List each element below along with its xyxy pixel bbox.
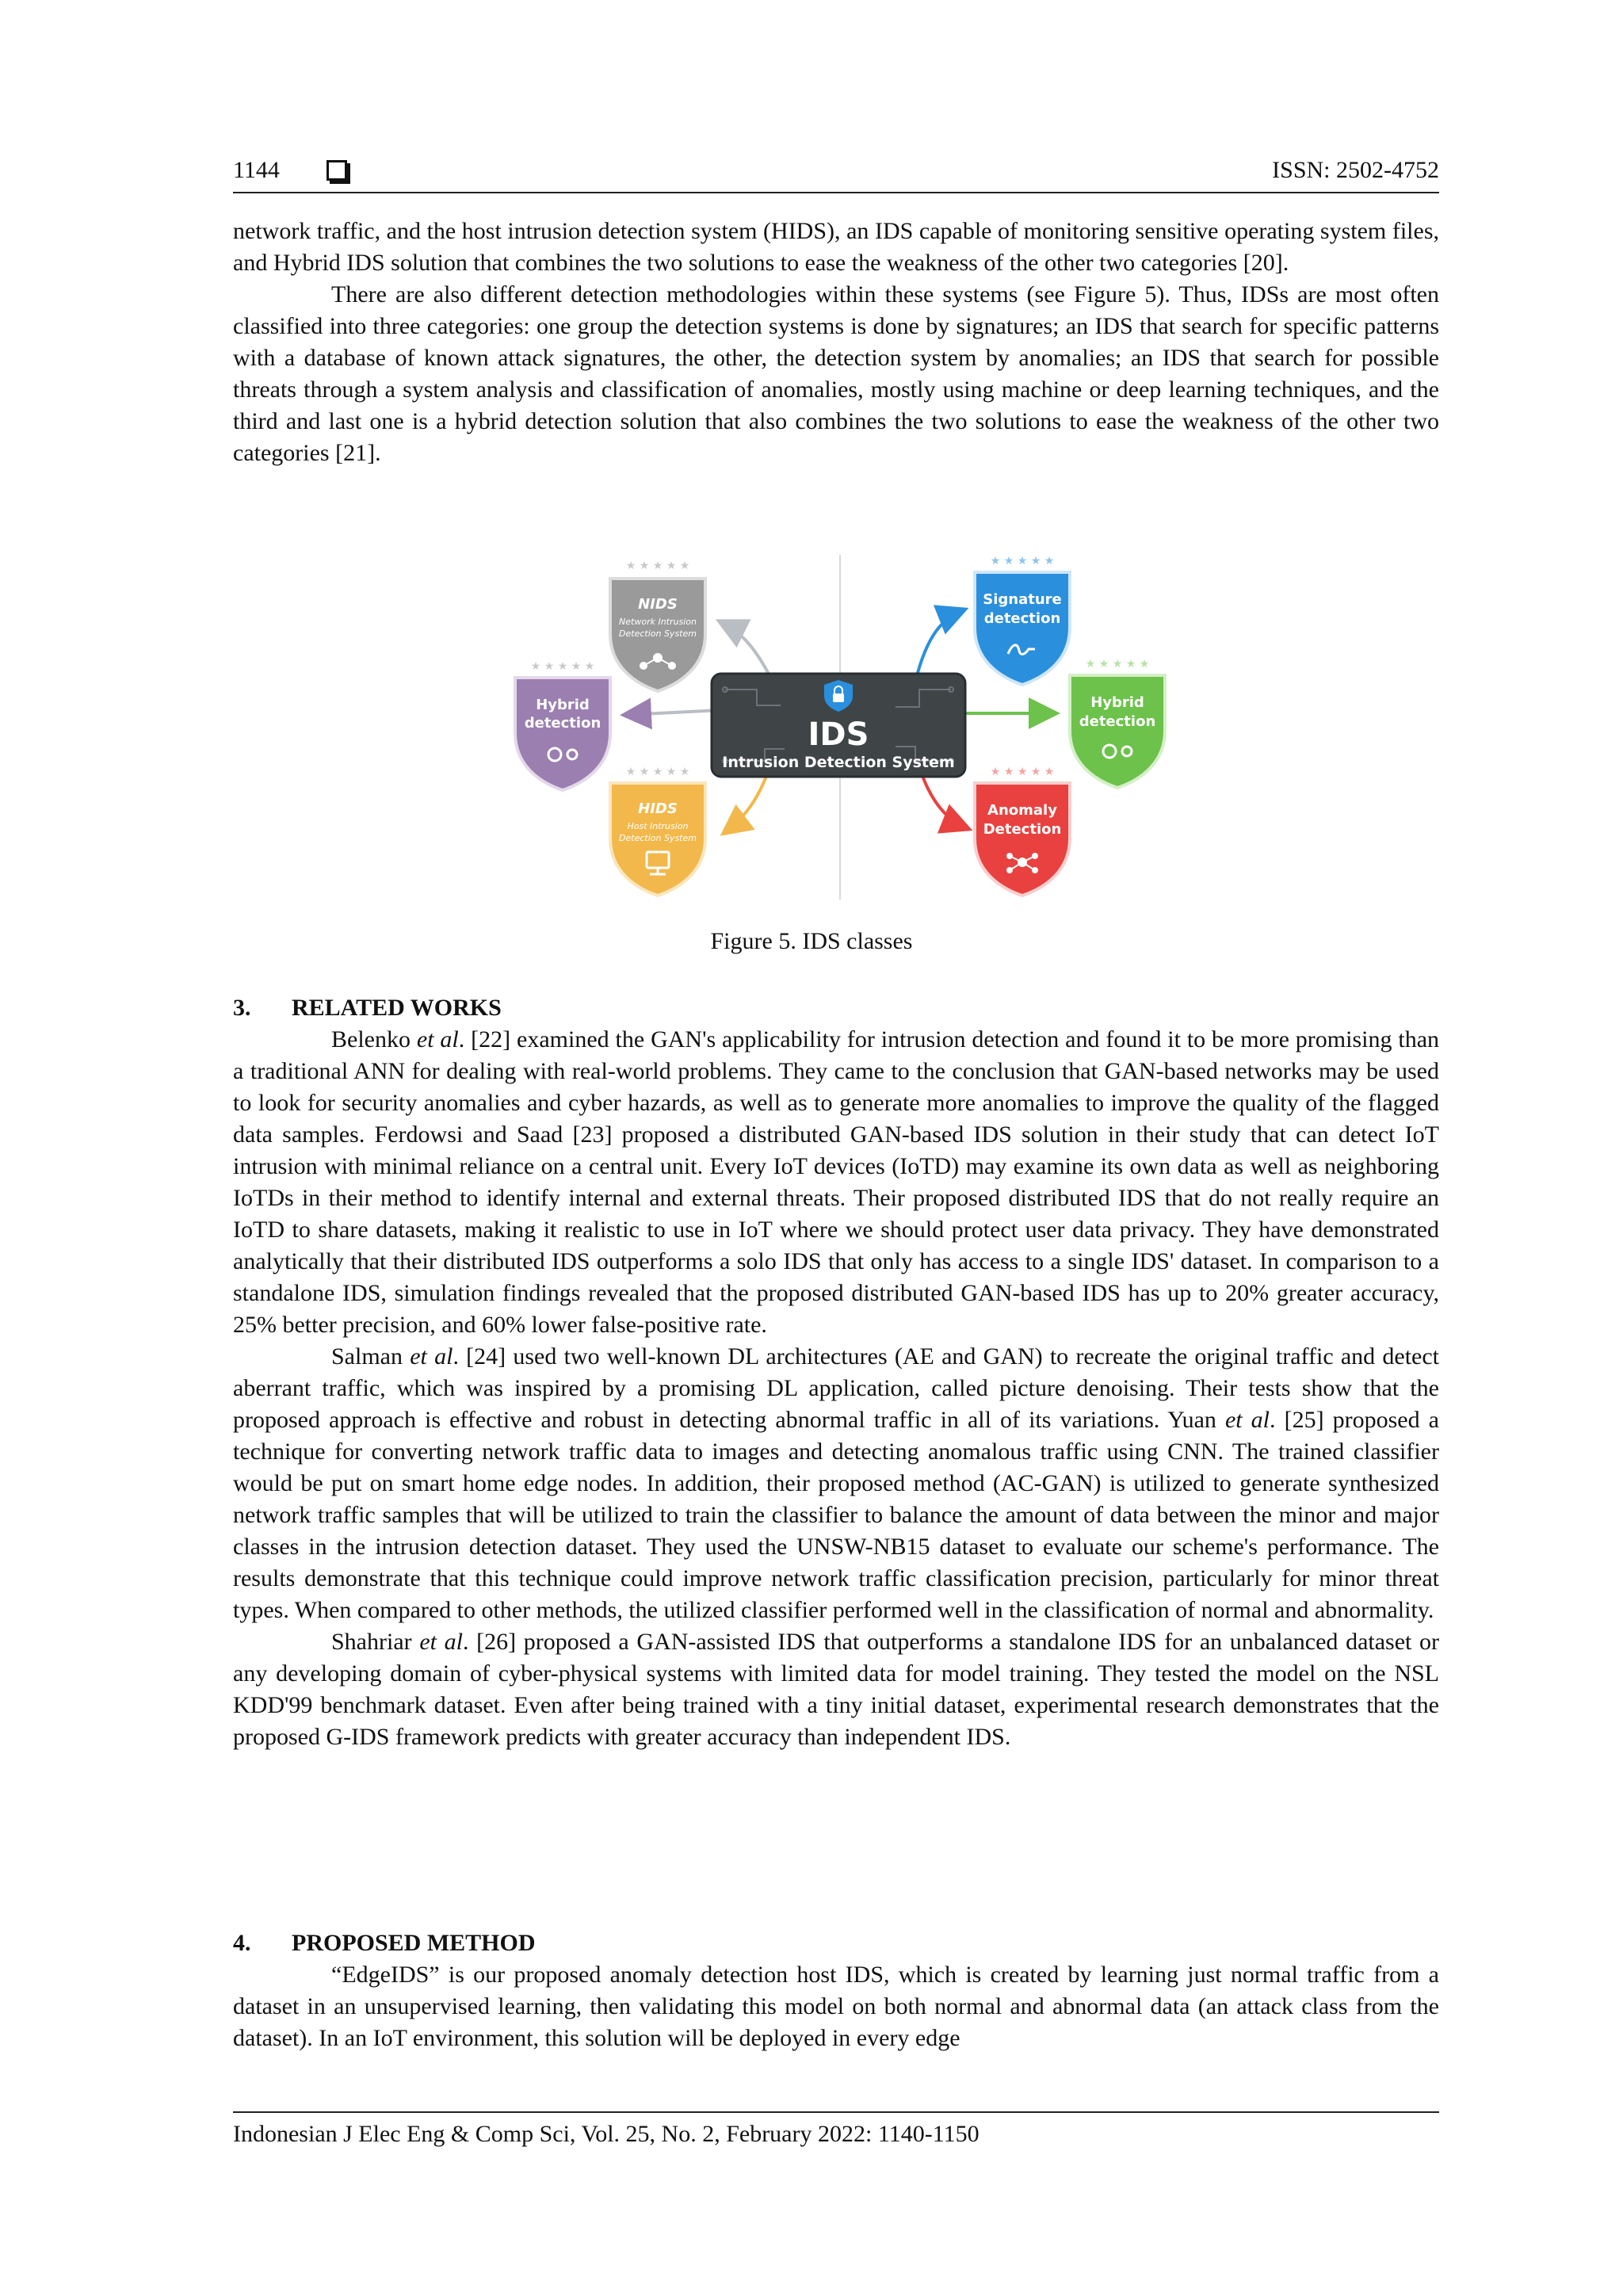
section-4-body	[233, 1959, 1439, 2054]
stars-decoration: ★ ★ ★ ★ ★	[625, 560, 690, 572]
hybrid-right-line-1: Hybrid	[1090, 694, 1144, 711]
anomaly-line-2: Detection	[983, 821, 1062, 838]
related-paragraph-3	[233, 1626, 1439, 1753]
hids-shield	[610, 766, 705, 896]
related-paragraph-3-text: . [26] proposed a GAN-assisted IDS that outperforms a standalone IDS for an unbalanced dataset or any developing domain of cyber-physical systems with limited data for model training. They tested the model on the NSL KDD'99 benchmark dataset. Even after being trained with a tiny initial dataset, experimental research demonstrates that the proposed G-IDS framework predicts with greater accuracy than independent IDS.	[233, 1629, 1440, 1750]
hybrid-right-line-2: detection	[1079, 713, 1156, 730]
signature-line-2: detection	[983, 610, 1061, 627]
section-3-body	[233, 1024, 1439, 1753]
stars-decoration: ★ ★ ★ ★ ★	[625, 766, 690, 778]
related-paragraph-2-text-b: . [25] proposed a technique for converting network traffic data to images and detecting anomalous traffic using CNN. The trained classifier would be put on smart home edge nodes. In addition, their proposed method (AC-GAN) is utilized to generate synthesized network traffic samples that will be utilized to train the classifier to balance the amount of data between the minor and major classes in the intrusion detection dataset. They used the UNSW-NB15 dataset to evaluate our scheme's performance. The results demonstrate that this technique could improve network traffic classification precision, particularly for minor threat types. When compared to other methods, the utilized classifier performed well in the classification of normal and abnormality.	[233, 1407, 1440, 1623]
nids-subtitle-2: Detection System	[619, 628, 697, 639]
related-paragraph-2-text-a: . [24] used two well-known DL architectures (AE and GAN) to recreate the original traffic and detect aberrant traffic, which was inspired by a promising DL application, called picture denoising. Their tests show that the proposed approach is effective and robust in detecting abnormal traffic in all of its variations. Yuan	[233, 1343, 1440, 1433]
et-al: et al	[416, 1026, 459, 1052]
ids-center-title: IDS	[808, 716, 869, 753]
author-salman: Salman	[331, 1343, 403, 1370]
section-3-number: 3.	[233, 995, 251, 1021]
proposed-paragraph-1: “EdgeIDS” is our proposed anomaly detection host IDS, which is created by learning just normal traffic from a dataset in an unsupervised learning, then validating this model on both normal and abnormal data (an attack class from the dataset). In an IoT environment, this solution will be deployed in every edge	[233, 1962, 1439, 2051]
stars-decoration: ★ ★ ★ ★ ★	[990, 766, 1055, 778]
stars-decoration: ★ ★ ★ ★ ★	[1085, 658, 1150, 670]
hids-subtitle-2: Detection System	[619, 833, 697, 843]
anomaly-shield	[975, 766, 1070, 896]
hybrid-left-shield	[515, 660, 610, 790]
stars-decoration: ★ ★ ★ ★ ★	[990, 555, 1055, 567]
hybrid-left-line-2: detection	[524, 715, 601, 732]
intro-text	[233, 216, 1439, 469]
section-4-number: 4.	[233, 1930, 251, 1956]
related-paragraph-2	[233, 1341, 1439, 1626]
nids-title: NIDS	[638, 596, 678, 613]
et-al: et al	[1224, 1407, 1270, 1433]
hids-subtitle-1: Host Intrusion	[627, 821, 689, 831]
related-paragraph-1-text: . [22] examined the GAN's applicability for intrusion detection and found it to be more promising than a traditional ANN for dealing with real-world problems. They came to the conclusion that GAN-based networks may be used to look for security anomalies and cyber hazards, as well as to generate more anomalies to improve the quality of the flagged data samples. Ferdowsi and Saad [23] proposed a distributed GAN-based IDS solution in their study that can detect IoT intrusion with minimal reliance on a central unit. Every IoT devices (IoTD) may examine its own data as well as neighboring IoTDs in their method to identify internal and external threats. Their proposed distributed IDS that do not really require an IoTD to share datasets, making it realistic to use in IoT where we should protect user data privacy. They have demonstrated analytically that their distributed IDS outperforms a solo IDS that only has access to a single IDS' dataset. In comparison to a standalone IDS, simulation findings revealed that the proposed distributed GAN-based IDS has up to 20% greater accuracy, 25% better precision, and 60% lower false-positive rate.	[233, 1026, 1440, 1338]
section-4-heading	[233, 1927, 536, 1959]
page-number: 1144	[233, 157, 280, 183]
figure-caption: Figure 5. IDS classes	[710, 928, 913, 954]
anomaly-line-1: Anomaly	[987, 802, 1057, 819]
section-3-title: RELATED WORKS	[292, 995, 502, 1021]
et-al: et al	[410, 1343, 453, 1370]
author-belenko: Belenko	[331, 1026, 411, 1052]
running-header	[233, 151, 1439, 193]
stars-decoration: ★ ★ ★ ★ ★	[530, 660, 595, 673]
ids-center-box	[712, 674, 965, 777]
arrow-to-signature	[915, 610, 963, 682]
section-3-heading	[233, 992, 502, 1024]
ids-diagram	[499, 547, 1181, 904]
figure-ids-classes	[499, 547, 1181, 904]
nids-shield	[610, 560, 705, 691]
nids-subtitle-1: Network Intrusion	[619, 617, 697, 627]
related-paragraph-1	[233, 1024, 1439, 1341]
running-footer: Indonesian J Elec Eng & Comp Sci, Vol. 25, No. 2, February 2022: 1140-1150	[233, 2111, 1439, 2148]
et-al: et al	[419, 1629, 463, 1655]
ids-center-subtitle: Intrusion Detection System	[722, 754, 955, 771]
author-shahriar: Shahriar	[331, 1629, 412, 1655]
intro-paragraph-1: network traffic, and the host intrusion detection system (HIDS), an IDS capable of monitoring sensitive operating system files, and Hybrid IDS solution that combines the two solutions to ease the weakness of the other two categories [20].	[233, 218, 1439, 276]
hids-title: HIDS	[638, 800, 678, 817]
hybrid-left-line-1: Hybrid	[536, 697, 590, 713]
issn: ISSN: 2502-4752	[1272, 157, 1439, 183]
hybrid-right-shield	[1070, 658, 1165, 788]
section-4-title: PROPOSED METHOD	[292, 1930, 536, 1956]
intro-paragraph-2: There are also different detection methodologies within these systems (see Figure 5). Thus, IDSs are most often classified into three categories: one group the detection systems is done by signatures; an IDS that search for specific patterns with a database of known attack signatures, the other, the detection system by anomalies; an IDS that search for possible threats through a system analysis and classification of anomalies, mostly using machine or deep learning techniques, and the third and last one is a hybrid detection solution that also combines the two solutions to ease the weakness of the other two categories [21].	[233, 281, 1439, 466]
signature-shield	[975, 555, 1070, 685]
square-bullet-icon	[327, 160, 347, 181]
signature-line-1: Signature	[983, 591, 1062, 608]
